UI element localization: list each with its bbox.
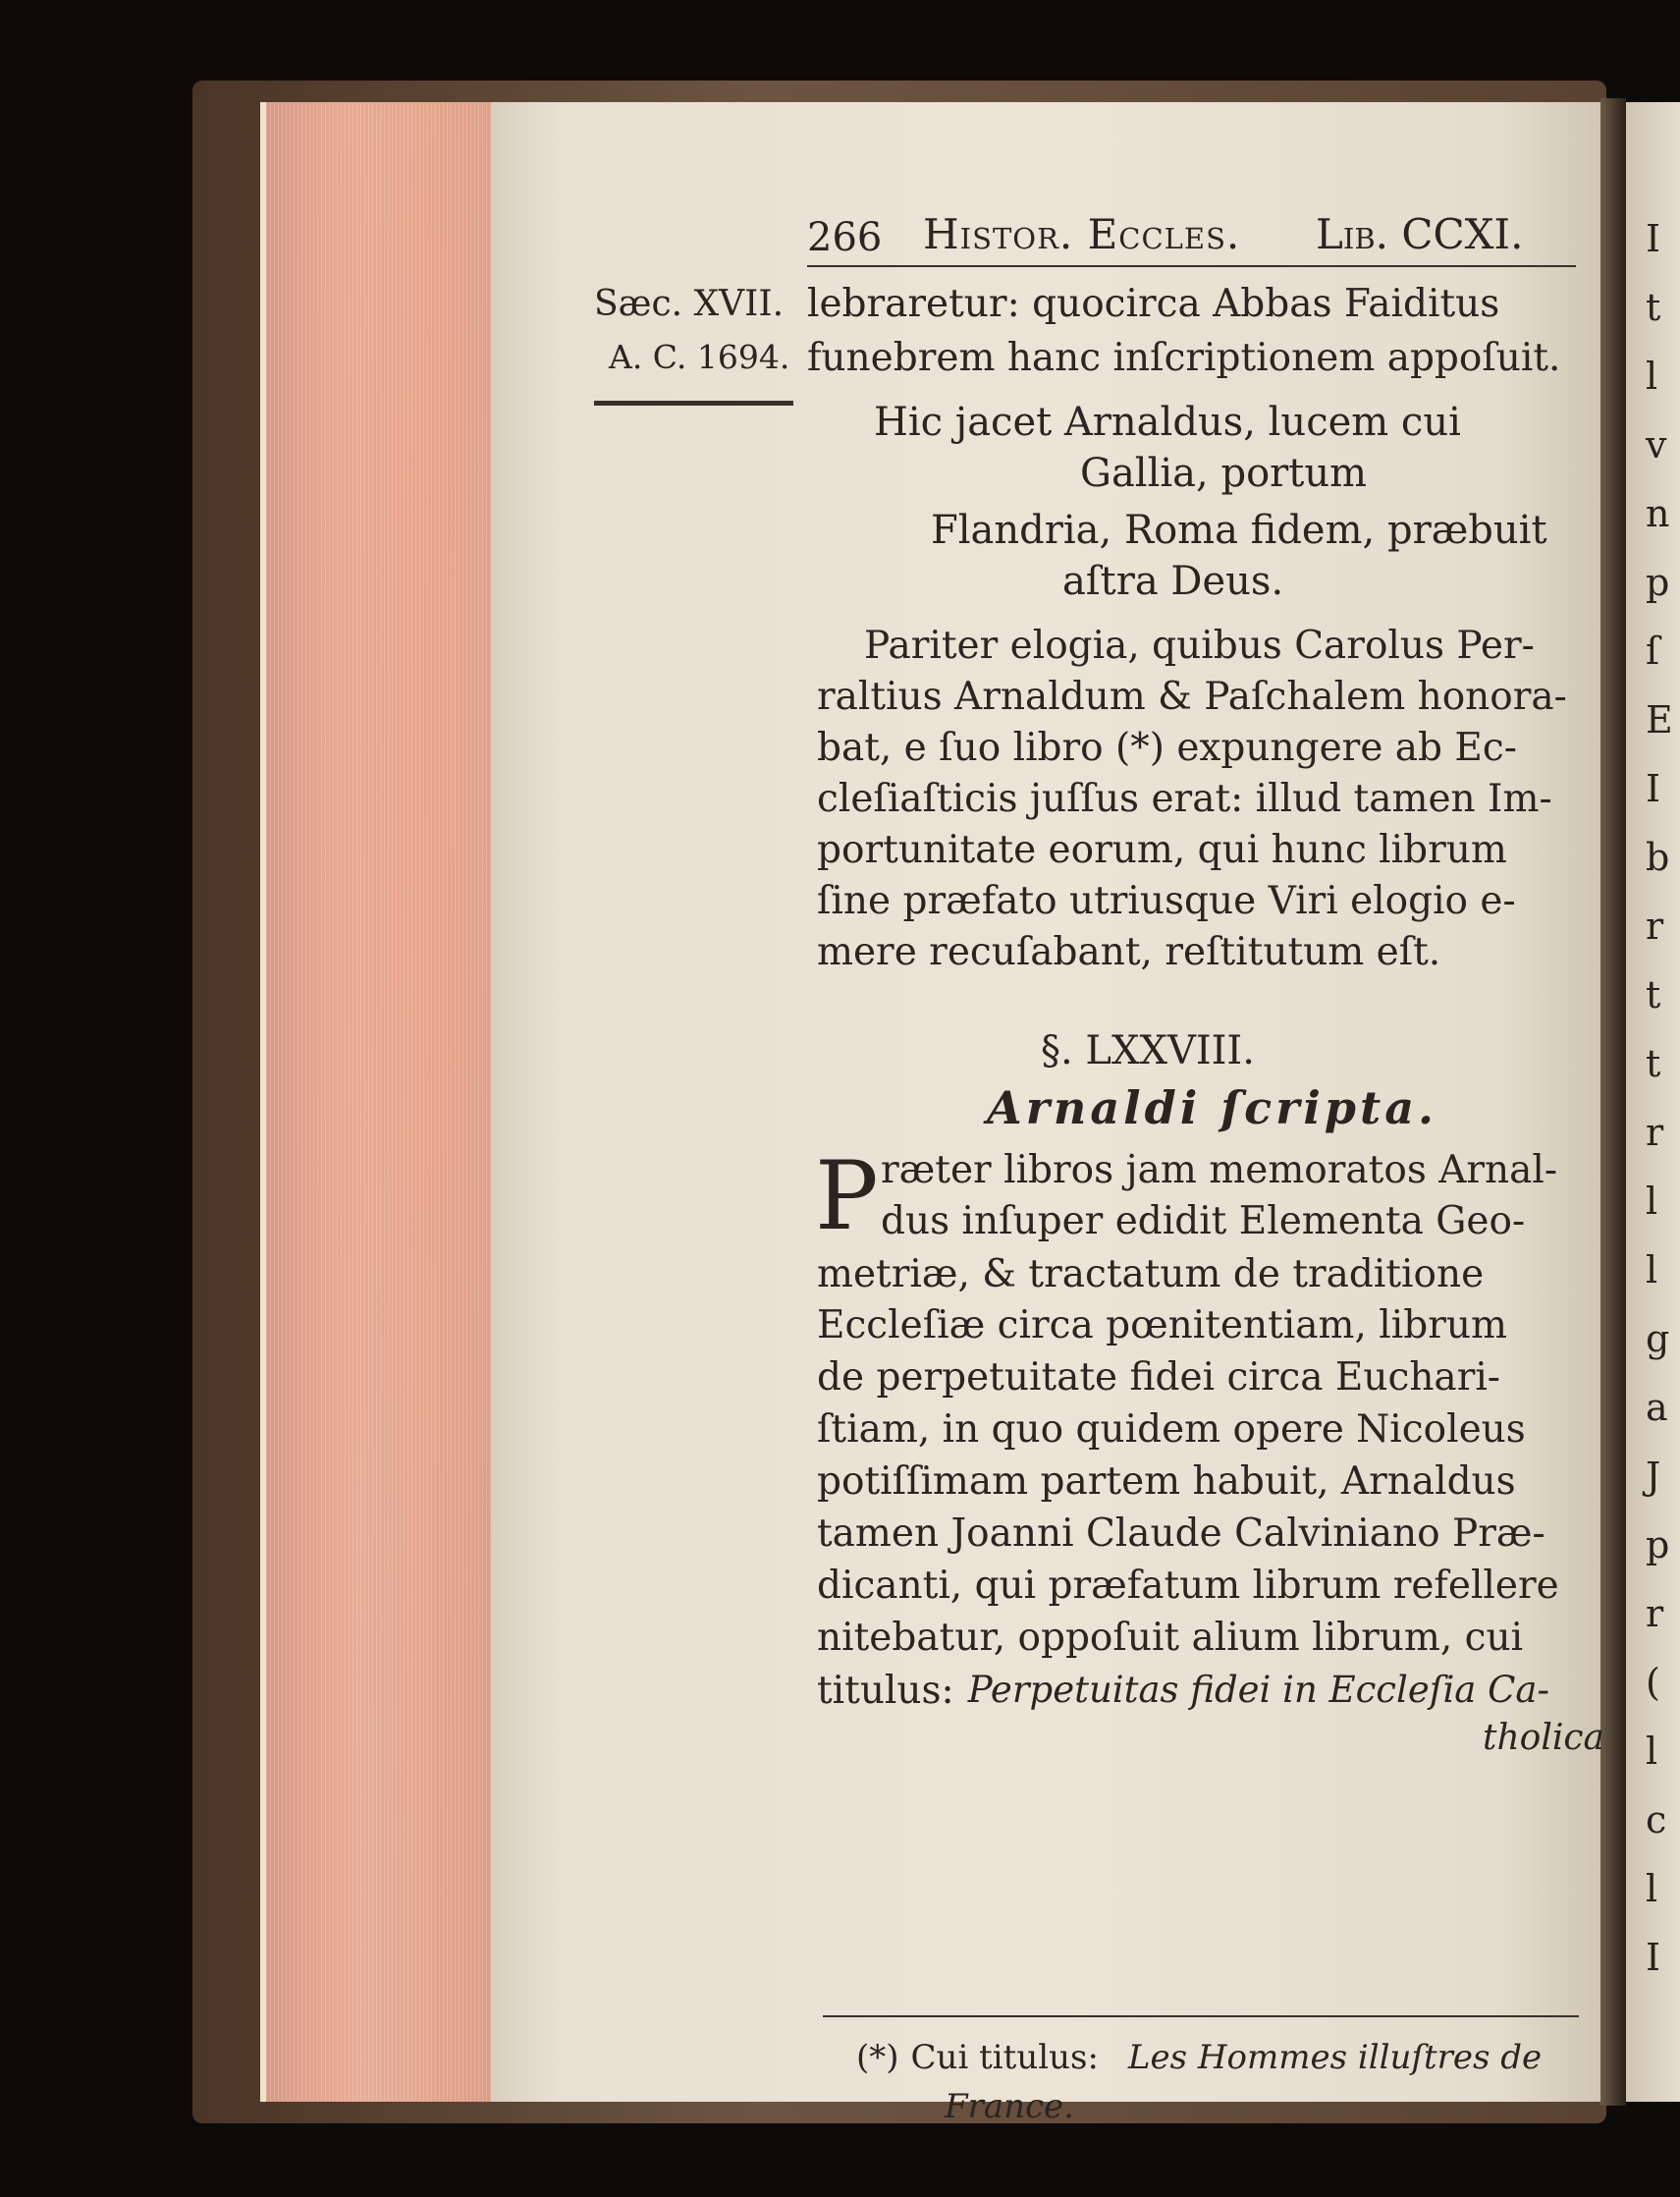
text-line: tamen Joanni Claude Calviniano Præ- [817,1511,1545,1556]
facing-page-fragment: l [1646,1730,1658,1773]
facing-page-fragment: J [1646,1455,1661,1498]
facing-page-fragment: ( [1646,1661,1660,1704]
facing-page-fragment: t [1646,1042,1661,1085]
facing-page-fragment: l [1646,355,1658,398]
facing-page-fragment: I [1646,767,1661,810]
text-line: ſine præfato utriusque Viri elogio e- [817,879,1516,923]
facing-page-fragment: I [1646,217,1661,260]
text-line: de perpetuitate fidei circa Euchari- [817,1355,1500,1400]
text-line: portunitate eorum, qui hunc librum [817,828,1507,872]
facing-page-fragment: r [1646,1592,1664,1635]
book-gutter [1600,98,1626,2106]
facing-page-fragment: l [1646,1180,1658,1223]
text-line: funebrem hanc inſcriptionem appoſuit. [807,336,1561,380]
epitaph-line: Flandria, Roma fidem, præbuit [931,508,1547,553]
text-line: Eccleſiæ circa pœnitentiam, librum [817,1303,1507,1347]
margin-rule [594,401,793,406]
facing-page-fragment: c [1646,1798,1667,1841]
facing-page-fragment: l [1646,1867,1658,1910]
book-number: Lib. CCXI. [1316,210,1524,258]
facing-page-fragment: l [1646,1248,1658,1291]
text-line: lebraretur: quocirca Abbas Faiditus [807,282,1500,326]
facing-page-fragment: n [1646,492,1670,535]
margin-year: A. C. 1694. [609,338,790,376]
facing-page-edge [1626,102,1680,2102]
footnote-continuation: France. [945,2087,1074,2126]
text-line: ræter libros jam memoratos Arnal- [881,1148,1558,1192]
facing-page-fragment: t [1646,973,1661,1016]
text-line: dus inſuper edidit Elementa Geo- [881,1199,1526,1243]
page-number: 266 [807,215,883,260]
footnote-line [856,2038,1578,2077]
facing-page-fragment: v [1646,423,1667,467]
facing-page-fragment: I [1646,1936,1661,1979]
footnote-marker: (*) [856,2038,899,2077]
facing-page-fragment: r [1646,1111,1664,1154]
text-line: Pariter elogia, quibus Carolus Per- [864,624,1535,668]
text-line: nitebatur, oppoſuit alium librum, cui [817,1616,1524,1660]
facing-page-fragment: a [1646,1386,1668,1429]
epitaph-line: aſtra Deus. [1062,559,1284,604]
margin-century: Sæc. XVII. [594,284,785,324]
facing-page-fragment: g [1646,1317,1670,1360]
epitaph-line: Hic jacet Arnaldus, lucem cui [874,400,1461,445]
text-line: ſtiam, in quo quidem opere Nicoleus [817,1407,1526,1452]
facing-page-fragment: p [1646,561,1670,604]
text-line: raltius Arnaldum & Paſchalem honora- [817,675,1567,719]
epitaph-line: Gallia, portum [1080,451,1368,496]
text-line-mixed [817,1669,1576,1713]
section-number: §. LXXVIII. [1041,1028,1255,1073]
section-title: Arnaldi ſcripta. [987,1081,1438,1134]
page-fore-edge [260,102,502,2102]
header-rule [807,265,1576,267]
text-segment: titulus: [817,1669,954,1713]
footnote-title: Les Hommes illuſtres de [1127,2038,1543,2077]
facing-page-fragment: ſ [1646,630,1660,673]
facing-page-fragment: b [1646,836,1670,879]
text-line: mere recuſabant, reſtitutum eſt. [817,930,1441,974]
text-line: potiſſimam partem habuit, Arnaldus [817,1459,1516,1504]
facing-page-fragment: E [1646,698,1673,741]
drop-cap: P [815,1141,879,1251]
running-head: Histor. Eccles. [923,210,1241,258]
facing-page-fragment: p [1646,1523,1670,1566]
catchword: tholica [1483,1718,1604,1758]
text-line: cleſiaſticis juſſus erat: illud tamen Im- [817,777,1552,821]
text-line: bat, e ſuo libro (*) expungere ab Ec- [817,726,1517,770]
footnote-rule [823,2015,1579,2017]
facing-page-fragment: t [1646,286,1661,329]
italic-title: Perpetuitas fidei in Eccleſia Ca- [967,1669,1549,1711]
facing-page-fragment: r [1646,905,1664,948]
text-line: dicanti, qui præfatum librum refellere [817,1564,1559,1608]
footnote-label: Cui titulus: [910,2038,1099,2077]
text-line: metriæ, & tractatum de traditione [817,1252,1485,1296]
